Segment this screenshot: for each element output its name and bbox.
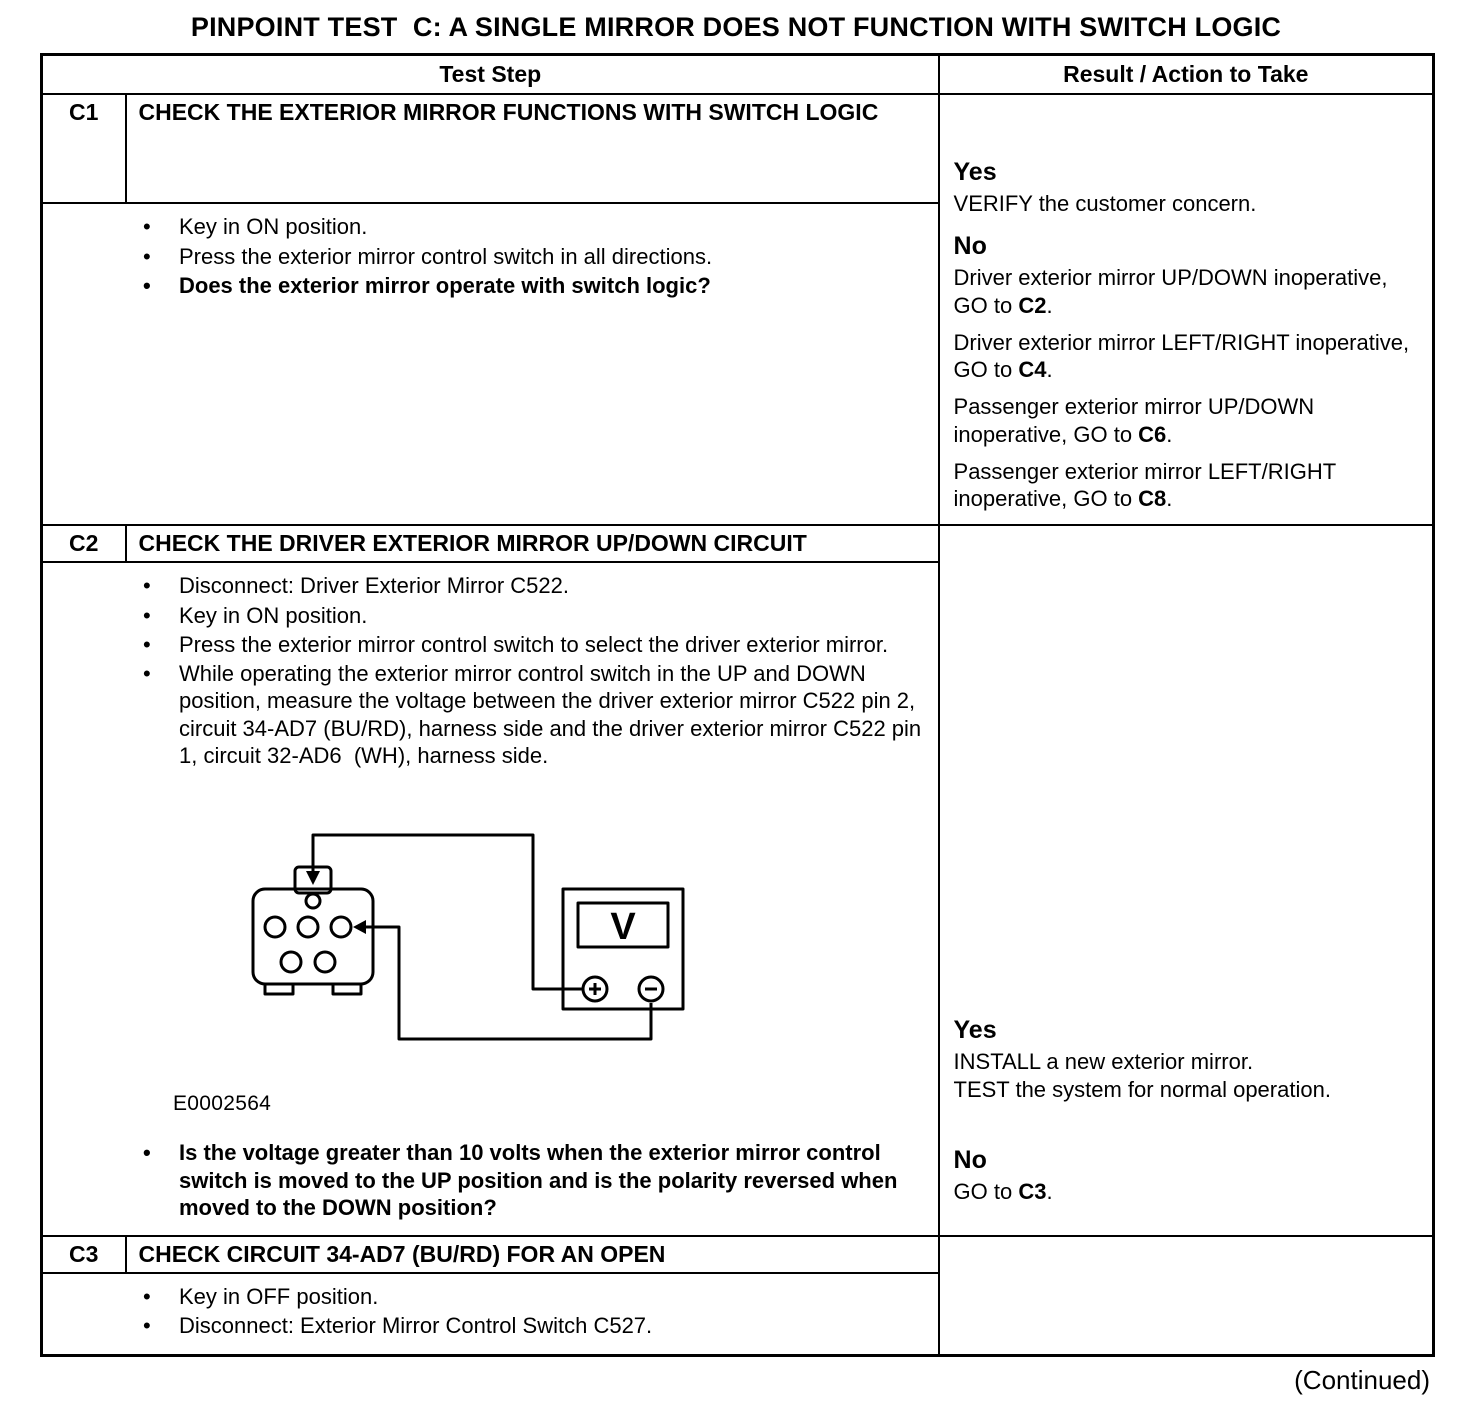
result-text: Passenger exterior mirror LEFT/RIGHT inoperative, GO to bbox=[953, 458, 1336, 512]
step-title-C1: CHECK THE EXTERIOR MIRROR FUNCTIONS WITH SWITCH LOGIC bbox=[126, 94, 939, 203]
bullet-item bbox=[137, 660, 928, 769]
connector-pin-bottom-right bbox=[315, 952, 335, 972]
connector-pin-mid-center bbox=[298, 917, 318, 937]
result-block-no bbox=[954, 231, 1419, 512]
connector-pin-bottom-left bbox=[281, 952, 301, 972]
bullet-text: • Disconnect: Driver Exterior Mirror C522. bbox=[179, 573, 569, 599]
result-paragraph bbox=[954, 393, 1419, 448]
page-title: PINPOINT TEST C: A SINGLE MIRROR DOES NOT FUNCTION WITH SWITCH LOGIC bbox=[190, 12, 1282, 42]
connector-foot-right bbox=[333, 984, 361, 994]
bullet-text: • Key in ON position. bbox=[179, 214, 368, 240]
voltmeter-v-label: V bbox=[610, 906, 636, 949]
bullet-list bbox=[137, 213, 924, 299]
step-body-C1 bbox=[42, 203, 939, 525]
go-to-step-ref: C2 bbox=[1018, 292, 1047, 318]
result-text: Driver exterior mirror UP/DOWN inoperative, GO to bbox=[953, 265, 1388, 318]
result-heading-no: No bbox=[953, 1145, 987, 1174]
bullet-item bbox=[137, 213, 924, 240]
test-step-header-row-C2 bbox=[42, 525, 1434, 562]
bullet-list bbox=[137, 1283, 924, 1340]
result-text: TEST the system for normal operation. bbox=[953, 1076, 1331, 1102]
result-paragraph bbox=[954, 1178, 1419, 1205]
probe-arrow-left bbox=[353, 920, 366, 934]
result-cell-C1 bbox=[939, 94, 1434, 525]
result-paragraph bbox=[954, 190, 1419, 217]
probe-arrow-down bbox=[306, 871, 320, 885]
result-heading-yes: Yes bbox=[953, 1016, 997, 1045]
negative-lead-wire bbox=[366, 927, 651, 1039]
test-step-header-row-C1 bbox=[42, 94, 1434, 203]
go-to-step-ref: C6 bbox=[1138, 421, 1167, 447]
step-title-C3: CHECK CIRCUIT 34-AD7 (BU/RD) FOR AN OPEN bbox=[126, 1236, 939, 1273]
result-cell-C3 bbox=[939, 1236, 1434, 1355]
voltmeter-connector-diagram bbox=[203, 827, 723, 1057]
result-text: Passenger exterior mirror UP/DOWN inoperative, GO to bbox=[953, 394, 1315, 447]
connector-pin-mid-left bbox=[265, 917, 285, 937]
result-block-yes bbox=[954, 1015, 1419, 1103]
result-text: INSTALL a new exterior mirror. bbox=[953, 1049, 1254, 1075]
bullet-item bbox=[137, 631, 924, 658]
result-text: VERIFY the customer concern. bbox=[953, 191, 1257, 216]
result-text: . bbox=[1046, 1178, 1053, 1204]
result-paragraph bbox=[954, 264, 1419, 319]
go-to-step-ref: C8 bbox=[1138, 486, 1167, 512]
figure-id-label: E0002564 bbox=[173, 1092, 272, 1116]
result-cell-C2 bbox=[939, 525, 1434, 1236]
column-header-result-action: Result / Action to Take bbox=[939, 55, 1434, 95]
result-text: . bbox=[1166, 486, 1173, 512]
bullet-item bbox=[137, 1139, 924, 1221]
bullet-text: • Key in OFF position. bbox=[179, 1284, 379, 1310]
step-id-C3: C3 bbox=[42, 1236, 126, 1273]
bullet-item bbox=[137, 243, 924, 270]
connector-foot-left bbox=[265, 984, 293, 994]
bullet-list bbox=[137, 572, 928, 769]
result-text: . bbox=[1046, 292, 1053, 318]
bullet-text: • Is the voltage greater than 10 volts when the exterior mirror control switch is moved to the UP position and is the polarity reversed when moved to the DOWN position? bbox=[179, 1140, 904, 1220]
result-block-yes bbox=[954, 157, 1419, 217]
connector-pin-mid-right bbox=[331, 917, 351, 937]
go-to-step-ref: C4 bbox=[1018, 357, 1047, 383]
table-header-row bbox=[42, 55, 1434, 95]
connector-pin-top bbox=[306, 894, 320, 908]
step-title-C2: CHECK THE DRIVER EXTERIOR MIRROR UP/DOWN CIRCUIT bbox=[126, 525, 939, 562]
result-text: . bbox=[1166, 421, 1173, 447]
result-paragraph bbox=[954, 458, 1419, 513]
result-paragraph bbox=[954, 329, 1419, 384]
bullet-item bbox=[137, 1312, 924, 1339]
result-text: . bbox=[1046, 357, 1053, 383]
column-header-test-step: Test Step bbox=[42, 55, 939, 95]
continued-note: (Continued) bbox=[1294, 1364, 1430, 1395]
positive-lead-wire bbox=[313, 835, 583, 989]
bullet-text: • Key in ON position. bbox=[179, 602, 368, 628]
step-id-C2: C2 bbox=[42, 525, 126, 562]
test-step-header-row-C3 bbox=[42, 1236, 1434, 1273]
result-text: GO to bbox=[953, 1178, 1019, 1204]
bullet-item bbox=[137, 272, 924, 299]
result-block-no bbox=[954, 1145, 1419, 1205]
result-heading-no: No bbox=[953, 232, 987, 261]
step-body-C3 bbox=[42, 1273, 939, 1355]
result-paragraph bbox=[954, 1048, 1419, 1103]
bullet-text: • Press the exterior mirror control switch to select the driver exterior mirror. bbox=[179, 631, 889, 657]
bullet-item bbox=[137, 602, 924, 629]
bullet-item bbox=[137, 1283, 924, 1310]
step-body-C2 bbox=[42, 562, 939, 1236]
measurement-figure bbox=[173, 827, 924, 1117]
bullet-text: • Disconnect: Exterior Mirror Control Switch C527. bbox=[179, 1313, 653, 1339]
bullet-item bbox=[137, 572, 924, 599]
test-steps-body bbox=[42, 94, 1434, 1355]
go-to-step-ref: C3 bbox=[1018, 1178, 1047, 1204]
bullet-list bbox=[137, 1139, 924, 1221]
pinpoint-test-table bbox=[40, 53, 1435, 1357]
result-heading-yes: Yes bbox=[953, 158, 997, 186]
bullet-text: • Press the exterior mirror control switch in all directions. bbox=[179, 243, 713, 269]
result-text: Driver exterior mirror LEFT/RIGHT inoperative, GO to bbox=[953, 329, 1410, 383]
bullet-text: • While operating the exterior mirror control switch in the UP and DOWN position, measure the voltage between the driver exterior mirror C522 pin 2, circuit 34-AD7 (BU/RD), harness side and the driver exterior mirror C522 pin 1, circuit 32-AD6 (WH), harness side. bbox=[179, 661, 928, 768]
step-id-C1: C1 bbox=[42, 94, 126, 203]
bullet-text: • Does the exterior mirror operate with switch logic? bbox=[179, 272, 711, 298]
